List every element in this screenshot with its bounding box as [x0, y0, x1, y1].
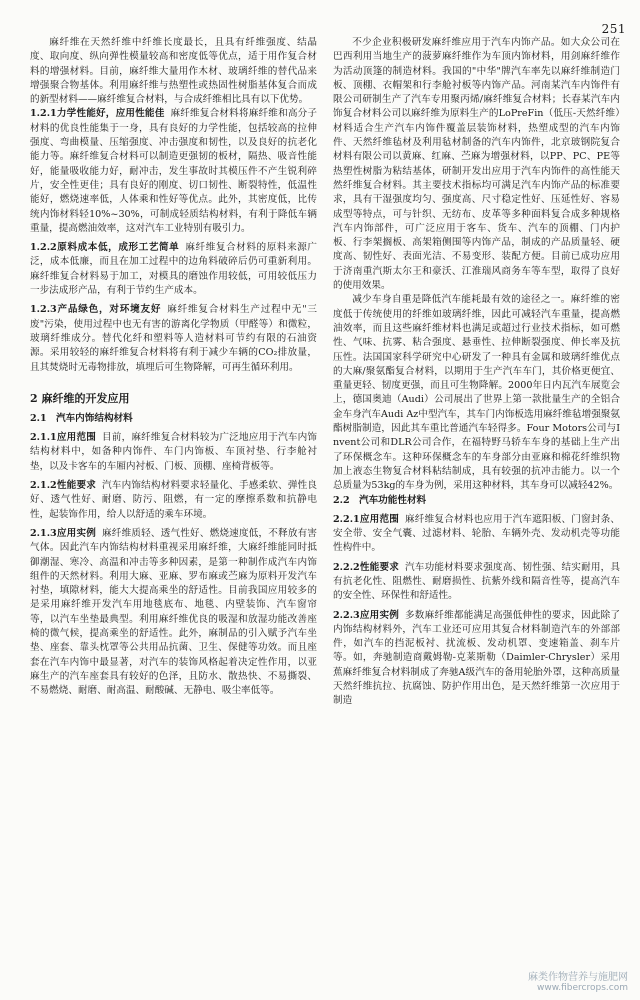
subsection-title: 力学性能好，应用性能佳 [56, 108, 165, 120]
left-column [30, 36, 317, 974]
subsection-number: 1.2.3 [30, 304, 57, 316]
subsection-title: 性能要求 [56, 480, 97, 492]
subsection [30, 527, 317, 699]
subsection-title: 原料成本低，成形工艺简单 [56, 242, 180, 254]
subsection-title: 汽车内饰结构材料 [56, 412, 133, 424]
subsection-text: 多数麻纤维都能满足高强低伸性的要求，因此除了内饰结构材料外，汽车工业还可应用其复合材料制造汽车的外部部件，如汽车的挡泥板衬、扰流板、发动机罩、变速箱盖、刹车片等。如，奔驰制造商戴姆勒-克莱斯勒（Daimler-Chrysler）采用蕉麻纤维复合材料制成了奔驰A级汽车的备用轮胎外罩，这种高质量天然纤维抗拉、抗腐蚀、防护作用出色，是天然纤维第一次应用于制造 [333, 609, 620, 707]
body-paragraph: 麻纤维在天然纤维中纤维长度最长，且具有纤维强度、结晶度、取向度、纵向弹性模量较高和密度低等优点，适于用作复合材料的增强材料。目前，麻纤维大量用作木材、玻璃纤维的替代品来增强聚合物基体。利用麻纤维与热塑性或热固性树脂基体复合而成的新型材料——麻纤维复合材料，与合成纤维相比具有以下优势。 [30, 37, 317, 106]
subsection-title: 应用范围 [56, 432, 97, 444]
subsection-text: 汽车功能材料要求强度高、韧性强、结实耐用，具有抗老化性、阻燃性、耐磨损性、抗紫外线和隔音性等，提高汽车的安全性、环保性和舒适性。 [333, 561, 620, 602]
subsection-title: 应用实例 [56, 527, 97, 539]
subsection-title: 汽车功能性材料 [359, 494, 427, 506]
subsection-number: 2.2.3 [333, 609, 360, 621]
subsection [333, 494, 620, 508]
subsection-number: 2.1.2 [30, 480, 57, 492]
subsection [30, 241, 317, 298]
site-watermark [528, 972, 628, 994]
subsection-text: 麻纤维复合材料也应用于汽车遮阳板、门窗封条、安全带、安全气囊、过滤材料、轮胎、车辆外壳、发动机壳等功能性构件中。 [333, 513, 620, 554]
subsection [30, 107, 317, 236]
subsection [333, 513, 620, 556]
watermark-site-name: 麻类作物营养与施肥网 [528, 972, 628, 983]
subsection [30, 303, 317, 374]
subsection-text: 汽车内饰结构材料要求轻量化、手感柔软、弹性良好、透气性好、耐磨、防污、阻燃，有一定的摩擦系数和抗静电性，起装饰作用，给人以舒适的乘车环境。 [30, 480, 317, 520]
subsection-number: 2.2.1 [333, 513, 360, 525]
two-column-body [30, 36, 620, 974]
subsection [30, 412, 317, 426]
subsection-number: 1.2.2 [30, 242, 57, 254]
subsection-text: 麻纤维复合材料的原料来源广泛，成本低廉，而且在加工过程中的边角料破碎后仍可重新利用。麻纤维复合材料易于加工，对模具的磨蚀作用较低，可用较低压力一步法成形产品，有利于节约生产成本。 [30, 242, 317, 297]
subsection [30, 479, 317, 522]
subsection-title: 应用实例 [359, 609, 400, 621]
section-heading: 2 麻纤维的开发应用 [30, 391, 130, 405]
body-paragraph: 减少车身自重是降低汽车能耗最有效的途径之一。麻纤维的密度低于传统使用的纤维如玻璃纤维，因此可减轻汽车重量，提高燃油效率，而且这些麻纤维材料也满足或超过行业技术指标，如可燃性、气味、抗雾、粘合强度、悬垂性、拉伸断裂强度、伸长率及抗压性。法国国家科学研究中心研发了一种具有金属和玻璃纤维优点的大麻/聚氨酯复合材料，以期用于生产汽车车门，其价格更便宜、重量更轻、韧度更强，而且可生物降解。2000年日内瓦汽车展览会上，德国奥迪（Audi）公司展出了世界上第一款批量生产的全铝合金车身汽车Audi Az中型汽车，其车门内饰板选用麻纤维毡增强聚氨酯树脂制造，因此其车重比普通汽车轻得多。Four Motors公司与Invent公司和DLR公司合作，在福特野马轿车车身的基础上生产出了环保概念车。这种环保概念车的车身部分由亚麻和棉花纤维织物加上液态生物复合材料粘结制成，具有较强的抗冲击能力。以一个总质量为53kg的车身为例，采用这种材料，其车身可以减轻42%。 [333, 294, 620, 492]
subsection-text: 目前，麻纤维复合材料较为广泛地应用于汽车内饰结构材料中，如备种内饰件、车门内饰板、车顶衬垫、行李舱衬垫，以及卡客车的车厢内衬板、门板、顶棚、座椅背板等。 [30, 432, 317, 472]
watermark-site-url: www.fibercrops.com [537, 983, 628, 993]
subsection [30, 431, 317, 474]
subsection-number: 1.2.1 [30, 108, 57, 120]
subsection-text: 麻纤维复合材料将麻纤维和高分子材料的优良性能集于一身，具有良好的力学性能，包括较高的拉伸强度、弯曲模量、压缩强度、冲击强度和韧性，以及良好的抗老化能力等。麻纤维复合材料可以制造更强韧的板材，隔热、吸音性能好，能量吸收能力好，耐冲击，发生事故时其模压件不产生锐利碎片，安全性更佳；具有良好的刚度、切口韧性、断裂特性，低温性能好，燃烧速率低，人体乘和性好等优点。此外，其密度低，比传统内饰材料轻10%~30%，可制成轻质结构材料，有利于降低车辆重量，提高燃油效率，这对汽车工业特别有吸引力。 [30, 108, 317, 234]
body-paragraph: 不少企业积极研发麻纤维应用于汽车内饰产品。如大众公司在巴西利用当地生产的菠萝麻纤维作为车顶内饰材料，用剑麻纤维作为活动顶篷的制造材料。我国的"中华"牌汽车率先以麻纤维制造门板、顶棚、衣帽架和行李舱衬板等内饰产品。河南某汽车内饰件有限公司研制生产了汽车专用聚丙烯/麻纤维复合材料；长春某汽车内饰复合材料公司以麻纤维为原料生产的LoPreFin（低压-天然纤维）材料适合生产汽车内饰件覆盖层装饰材料，热塑成型的汽车内饰件、天然纤维毡材及利用毡材制备的汽车内饰件，北京玻钢院复合材料有限公司以黄麻、红麻、苎麻为增强材料，以PP、PC、PE等热塑性树脂为粘结基体，研制开发出应用于汽车内饰件的高性能天然纤维复合材料。其主要技术指标均可满足汽车内饰产品的标准要求，具有干湿强度均匀、强度高、尺寸稳定性好、压延性好、容易成型等特点，可与针织、无纺布、皮革等多种面料复合成多种规格汽车内饰部件，可广泛应用于客车、货车、汽车的顶棚、门内护板、行李架搁板、高架箱侧围等内饰产品，制成的产品质量轻、硬度高、韧性好、表面光洁、不易变形、装配方便。目前已成功应用于济南重汽斯太尔王和豪沃、江淮瑞风商务车等车型，取得了良好的使用效果。 [333, 37, 620, 292]
subsection-title: 产品绿色，对环境友好 [56, 304, 162, 316]
page-number: 251 [601, 22, 626, 36]
subsection [333, 561, 620, 604]
subsection-number: 2.1 [30, 412, 47, 424]
subsection-title: 应用范围 [359, 513, 400, 525]
subsection-number: 2.2 [333, 494, 350, 506]
subsection-number: 2.2.2 [333, 561, 360, 573]
subsection-number: 2.1.1 [30, 432, 57, 444]
subsection [333, 609, 620, 709]
subsection-text: 麻纤维复合材料生产过程中无"三废"污染，使用过程中也无有害的游离化学物质（甲醛等）和微粒，玻璃纤维成分。替代化纤和塑料等人造材料可节约有限的石油资源。采用较轻的麻纤维复合材料将有利于减少车辆的CO₂排放量，且其焚烧时无毒物排放，填埋后可生物降解，可再生循环利用。 [30, 304, 317, 373]
subsection-title: 性能要求 [359, 561, 400, 573]
subsection-number: 2.1.3 [30, 527, 57, 539]
right-column [333, 36, 620, 974]
subsection-text: 麻纤维质轻、透气性好、燃烧速度低，不释放有害气体。因此汽车内饰结构材料重视采用麻纤维，大麻纤维能同时抵御潮湿、寒冷、高温和冲击等多种因素，是第一种制作成汽车内饰组件的天然材料。利用大麻、亚麻、罗布麻或苎麻为原料开发汽车衬垫，填隙材料，能大大提高乘坐的舒适性。目前我国应用较多的是采用麻纤维开发汽车用地毯底布、地毯、内壁装饰、汽车窗帘等，以汽车坐垫最典型。利用麻纤维优良的吸湿和放湿功能改善座椅的微气候，提高乘坐的舒适性。此外，麻制品的引入赋予汽车坐垫、座套、靠头枕罩等公共用品抗菌、卫生、保健等功效。而且座套在汽车内饰中最显著，对汽车的装饰风格起着决定性作用，以亚麻生产的汽车座套具有较好的色泽，且防水、散热快、不易撕裂、不易燃烧、耐磨、耐高温、耐酸碱、无静电、吸尘率低等。 [30, 527, 317, 697]
